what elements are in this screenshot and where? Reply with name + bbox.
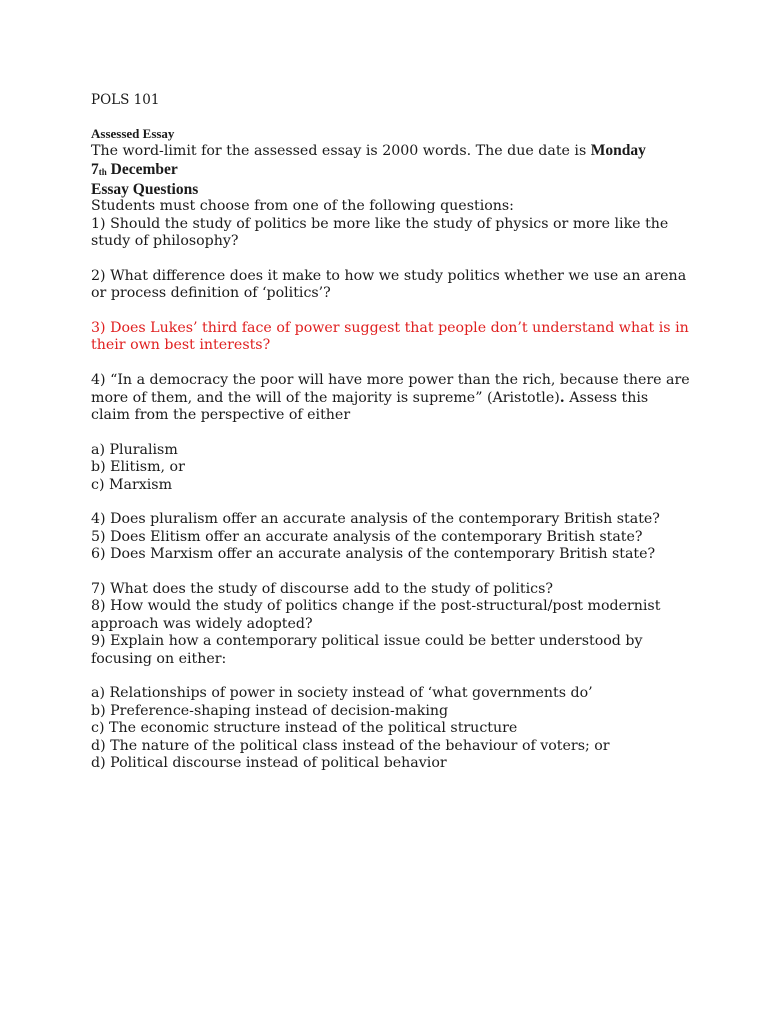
question-4-aristotle	[91, 372, 691, 424]
document-page	[91, 92, 691, 773]
question-1: 1) Should the study of politics be more like the study of physics or more like the study of philosophy?	[91, 215, 669, 250]
question-4-pluralism: 4) Does pluralism offer an accurate analysis of the contemporary British state?	[91, 511, 660, 528]
question-4-quote: 4) “In a democracy the poor will have more power than the rich, because there are more of them, and the will of the majority is supreme” (Aristotle)	[91, 372, 690, 406]
due-month: December	[106, 160, 178, 178]
q9-option-d1: d) The nature of the political class instead of the behaviour of voters; or	[91, 737, 610, 754]
question-6-marxism: 6) Does Marxism offer an accurate analysis of the contemporary British state?	[91, 546, 656, 563]
q4-option-b: b) Elitism, or	[91, 459, 185, 476]
question-8: 8) How would the study of politics change if the post-structural/post modernist approach was widely adopted?	[91, 598, 661, 632]
question-3: 3) Does Lukes’ third face of power suggest that people don’t understand what is in their own best interests?	[91, 320, 689, 354]
question-2: 2) What difference does it make to how we study politics whether we use an arena or process definition of ‘politics’?	[91, 267, 687, 302]
intro-paragraph	[91, 142, 691, 181]
question-5-elitism: 5) Does Elitism offer an accurate analysis of the contemporary British state?	[91, 528, 643, 545]
essay-questions-heading: Essay Questions	[91, 181, 199, 199]
q4-option-a: a) Pluralism	[91, 441, 178, 458]
course-code: POLS 101	[91, 92, 160, 108]
question-9: 9) Explain how a contemporary political issue could be better understood by focusing on either:	[91, 633, 643, 667]
due-weekday: Monday	[590, 142, 646, 160]
question-4-assess: Assess this claim from the perspective of either	[91, 389, 649, 424]
question-4-dot: .	[559, 389, 565, 406]
q4-option-c: c) Marxism	[91, 476, 173, 493]
instruction-text: Students must choose from one of the following questions:	[91, 198, 514, 215]
assessed-essay-heading: Assessed Essay	[91, 126, 175, 142]
q9-option-a: a) Relationships of power in society instead of ‘what governments do’	[91, 685, 593, 702]
question-7: 7) What does the study of discourse add to the study of politics?	[91, 581, 553, 598]
due-day-suffix: th	[98, 166, 107, 177]
q9-option-d2: d) Political discourse instead of political behavior	[91, 755, 447, 772]
q9-option-c: c) The economic structure instead of the political structure	[91, 720, 518, 737]
q9-option-b: b) Preference-shaping instead of decision-making	[91, 702, 449, 719]
intro-text: The word-limit for the assessed essay is 2000 words. The due date is	[91, 143, 591, 160]
due-day: 7	[91, 160, 99, 178]
